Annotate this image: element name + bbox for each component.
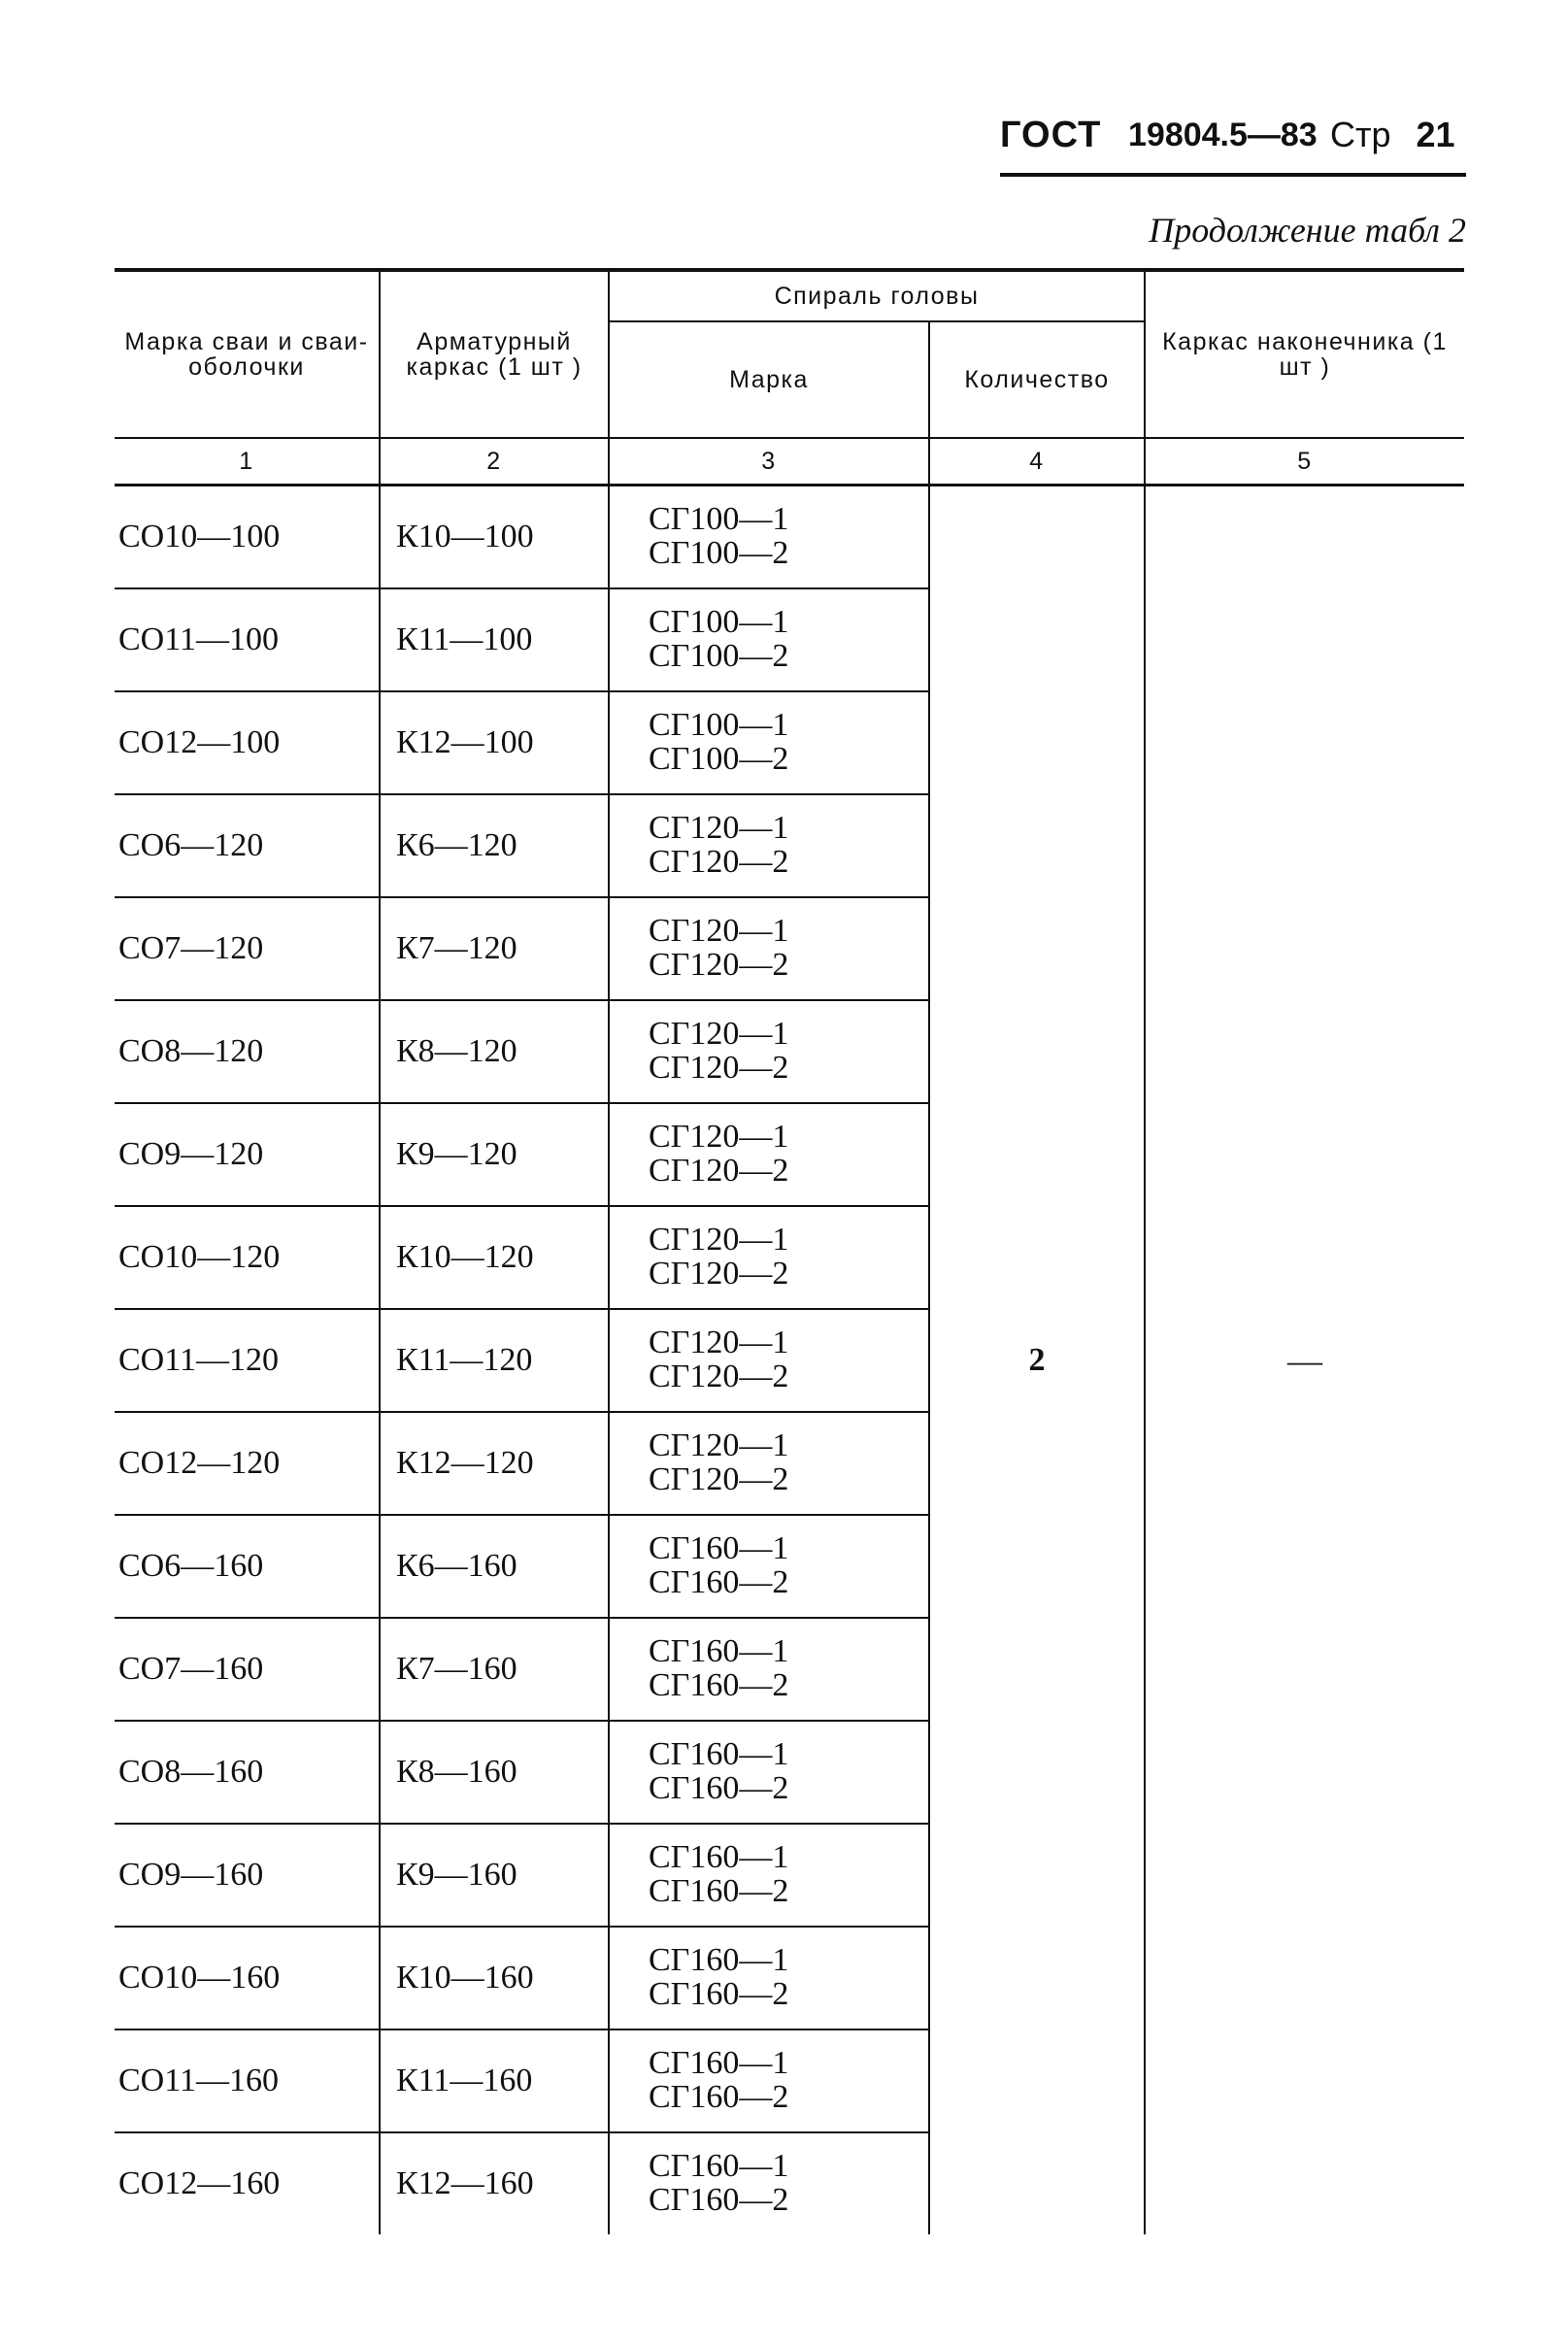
spiral-mark-cell: [609, 1206, 929, 1309]
tip-frame-cell: —: [1287, 1341, 1322, 1380]
spiral-mark-2: СГ160—2: [649, 2079, 789, 2115]
rebar-frame-cell: К11—100: [380, 588, 609, 691]
standard-label: ГОСТ: [1000, 115, 1102, 155]
pile-mark-cell: СО6—160: [115, 1515, 380, 1618]
header-spiral-qty: Количество: [929, 321, 1145, 438]
spiral-mark-2: СГ160—2: [649, 2182, 789, 2218]
spiral-mark-1: СГ120—1: [649, 1427, 789, 1464]
pile-mark-cell: СО12—160: [115, 2132, 380, 2234]
header-pile-mark: Марка сваи и сваи-оболочки: [115, 270, 380, 438]
spiral-mark-1: СГ160—1: [649, 1530, 789, 1567]
spiral-mark-1: СГ120—1: [649, 1119, 789, 1156]
spiral-mark-cell: [609, 1412, 929, 1515]
pile-mark-cell: СО12—120: [115, 1412, 380, 1515]
spiral-mark-2: СГ120—2: [649, 1256, 789, 1291]
spiral-mark-2: СГ100—2: [649, 741, 789, 777]
spiral-mark-2: СГ120—2: [649, 1050, 789, 1086]
rebar-frame-cell: К8—160: [380, 1721, 609, 1824]
spiral-mark-cell: [609, 588, 929, 691]
spiral-mark-1: СГ120—1: [649, 913, 789, 950]
page-label: Стр: [1330, 115, 1391, 154]
table-body: [115, 486, 1464, 2235]
spiral-mark-2: СГ160—2: [649, 1976, 789, 2012]
spiral-mark-2: СГ160—2: [649, 1873, 789, 1909]
spiral-mark-1: СГ120—1: [649, 1222, 789, 1258]
page-header: [1000, 115, 1466, 177]
spiral-mark-1: СГ160—1: [649, 1839, 789, 1876]
standard-number: 19804.5—83: [1128, 117, 1318, 153]
table-header: [115, 270, 1464, 486]
rebar-frame-cell: К9—120: [380, 1103, 609, 1206]
spiral-mark-2: СГ120—2: [649, 1358, 789, 1394]
spiral-mark-cell: [609, 691, 929, 794]
spiral-mark-1: СГ160—1: [649, 1942, 789, 1979]
pile-mark-cell: СО11—160: [115, 2029, 380, 2132]
spiral-mark-cell: [609, 1824, 929, 1927]
rebar-frame-cell: К10—160: [380, 1927, 609, 2029]
rebar-frame-cell: К10—120: [380, 1206, 609, 1309]
pile-mark-cell: СО11—100: [115, 588, 380, 691]
column-number: 1: [115, 438, 380, 486]
rebar-frame-cell: К11—160: [380, 2029, 609, 2132]
page-indicator: [1330, 115, 1455, 155]
spiral-mark-cell: [609, 2132, 929, 2234]
pile-mark-cell: СО10—160: [115, 1927, 380, 2029]
spiral-mark-cell: [609, 1618, 929, 1721]
table-row: [115, 486, 1464, 589]
spiral-mark-cell: [609, 486, 929, 589]
pile-mark-cell: СО7—120: [115, 897, 380, 1000]
spiral-mark-1: СГ120—1: [649, 810, 789, 847]
spiral-mark-2: СГ120—2: [649, 947, 789, 983]
spiral-mark-1: СГ160—1: [649, 2045, 789, 2082]
column-number: 4: [929, 438, 1145, 486]
pile-mark-cell: СО8—120: [115, 1000, 380, 1103]
spiral-mark-2: СГ160—2: [649, 1770, 789, 1806]
header-head-spiral: Спираль головы: [609, 270, 1145, 321]
rebar-frame-cell: К12—160: [380, 2132, 609, 2234]
spiral-mark-2: СГ120—2: [649, 1461, 789, 1497]
spiral-mark-1: СГ160—1: [649, 1736, 789, 1773]
rebar-frame-cell: К7—160: [380, 1618, 609, 1721]
header-tip-frame: Каркас наконечника (1 шт ): [1145, 270, 1464, 438]
pile-mark-cell: СО12—100: [115, 691, 380, 794]
spiral-mark-1: СГ120—1: [649, 1325, 789, 1361]
spiral-mark-cell: [609, 794, 929, 897]
rebar-frame-cell: К10—100: [380, 486, 609, 589]
pile-mark-cell: СО7—160: [115, 1618, 380, 1721]
rebar-frame-cell: К7—120: [380, 897, 609, 1000]
spiral-mark-2: СГ100—2: [649, 638, 789, 674]
spiral-mark-cell: [609, 1721, 929, 1824]
page-number: 21: [1416, 115, 1455, 154]
spiral-mark-cell: [609, 897, 929, 1000]
column-number: 2: [380, 438, 609, 486]
pile-mark-cell: СО6—120: [115, 794, 380, 897]
pile-mark-cell: СО8—160: [115, 1721, 380, 1824]
rebar-frame-cell: К11—120: [380, 1309, 609, 1412]
rebar-frame-cell: К8—120: [380, 1000, 609, 1103]
spiral-mark-2: СГ100—2: [649, 535, 789, 571]
spiral-mark-1: СГ160—1: [649, 2148, 789, 2185]
spiral-mark-1: СГ160—1: [649, 1633, 789, 1670]
spiral-mark-1: СГ100—1: [649, 501, 789, 538]
column-number: 5: [1145, 438, 1464, 486]
spiral-mark-cell: [609, 1000, 929, 1103]
spiral-mark-cell: [609, 1515, 929, 1618]
pile-mark-cell: СО9—120: [115, 1103, 380, 1206]
rebar-frame-cell: К12—100: [380, 691, 609, 794]
reinforcement-table: [115, 268, 1464, 2234]
header-spiral-mark: Марка: [609, 321, 929, 438]
header-rebar-frame: Арматурный каркас (1 шт ): [380, 270, 609, 438]
rebar-frame-cell: К12—120: [380, 1412, 609, 1515]
spiral-mark-1: СГ100—1: [649, 604, 789, 641]
spiral-mark-2: СГ120—2: [649, 844, 789, 880]
rebar-frame-cell: К6—160: [380, 1515, 609, 1618]
pile-mark-cell: СО10—100: [115, 486, 380, 589]
spiral-mark-cell: [609, 2029, 929, 2132]
spiral-mark-2: СГ160—2: [649, 1564, 789, 1600]
spiral-mark-cell: [609, 1309, 929, 1412]
pile-mark-cell: СО9—160: [115, 1824, 380, 1927]
spiral-mark-1: СГ100—1: [649, 707, 789, 744]
pile-mark-cell: СО11—120: [115, 1309, 380, 1412]
rebar-frame-cell: К6—120: [380, 794, 609, 897]
table-continuation-caption: Продолжение табл 2: [1149, 211, 1466, 250]
column-number: 3: [609, 438, 929, 486]
rebar-frame-cell: К9—160: [380, 1824, 609, 1927]
pile-mark-cell: СО10—120: [115, 1206, 380, 1309]
spiral-mark-cell: [609, 1927, 929, 2029]
spiral-mark-cell: [609, 1103, 929, 1206]
spiral-quantity-cell: 2: [929, 486, 1145, 2235]
spiral-mark-1: СГ120—1: [649, 1016, 789, 1053]
spiral-mark-2: СГ120—2: [649, 1153, 789, 1189]
spiral-mark-2: СГ160—2: [649, 1667, 789, 1703]
